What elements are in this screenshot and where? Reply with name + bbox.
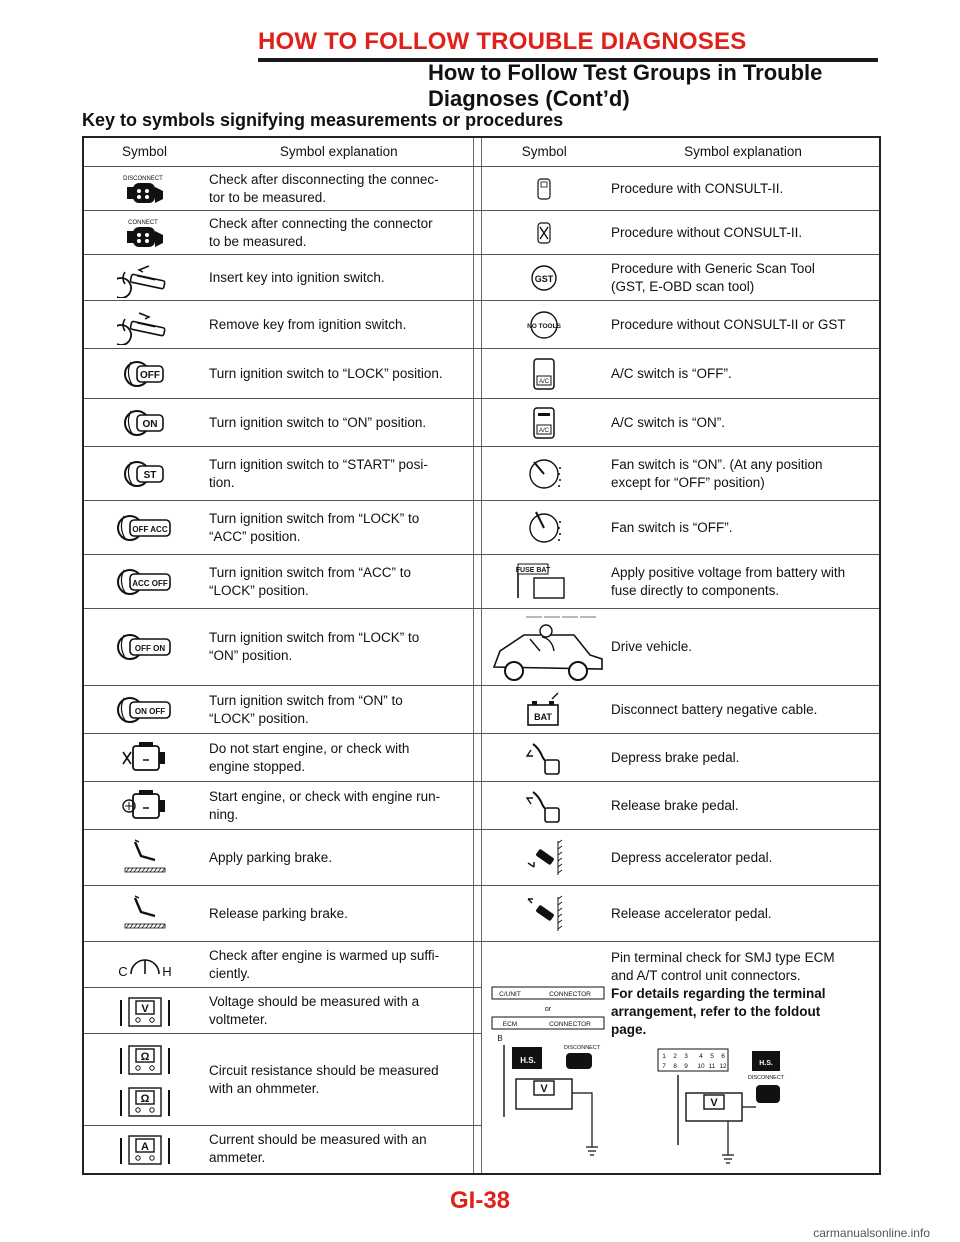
connect-connector-icon <box>123 215 167 251</box>
symbol-cell <box>481 301 607 349</box>
icon-label: NO TOOLS <box>527 322 562 330</box>
icon-label: FUSE BAT <box>516 566 551 574</box>
symbol-cell <box>83 447 205 501</box>
symbol-cell <box>481 447 607 501</box>
icon-label: C/UNIT <box>498 991 521 999</box>
symbol-explanation: Procedure without CONSULT-II or GST <box>611 316 846 332</box>
terminal-arrangement-icon <box>648 1045 838 1165</box>
ignition-on-off-icon <box>116 690 174 730</box>
pin-check-text: Pin terminal check for SMJ type ECM and A/T control unit connectors. <box>611 950 835 984</box>
ohmmeter-icon <box>117 1038 173 1122</box>
column-divider <box>473 1034 481 1126</box>
symbol-cell <box>481 686 607 734</box>
explanation-cell <box>607 886 880 942</box>
explanation-cell <box>607 555 880 609</box>
icon-label: 4 <box>699 1053 703 1061</box>
symbol-explanation: Remove key from ignition switch. <box>209 316 407 332</box>
explanation-cell <box>205 167 473 211</box>
voltmeter-icon <box>117 990 173 1032</box>
column-divider <box>473 942 481 988</box>
table-row <box>83 349 880 399</box>
icon-label: 5 <box>710 1053 714 1061</box>
explanation-cell <box>205 211 473 255</box>
remove-key-icon <box>117 305 173 345</box>
table-title: Key to symbols signifying measurements or procedures <box>82 110 564 130</box>
icon-label: A/C <box>539 427 550 434</box>
release-parking-brake-icon <box>121 894 169 934</box>
icon-label: H <box>161 963 172 979</box>
icon-label: BAT <box>534 711 553 722</box>
table-row <box>83 301 880 349</box>
page-title-line-1: How to Follow Test Groups in Trouble <box>428 60 823 85</box>
icon-label: CONNECT <box>127 219 158 226</box>
symbol-explanation: Current should be measured with an ammeter. <box>209 1132 427 1166</box>
symbol-explanation: Procedure without CONSULT-II. <box>611 224 803 240</box>
explanation-cell <box>205 886 473 942</box>
gst-icon <box>529 263 559 293</box>
ignition-on-icon <box>123 403 167 443</box>
explanation-cell <box>607 609 880 686</box>
icon-label: H.S. <box>519 1056 536 1066</box>
column-divider <box>473 988 481 1034</box>
ignition-off-on-icon <box>116 627 174 667</box>
column-divider <box>473 609 481 686</box>
table-row <box>83 167 880 211</box>
column-divider <box>473 886 481 942</box>
explanation-cell <box>607 399 880 447</box>
symbol-explanation: Check after disconnecting the connec- tor to be measured. <box>209 171 439 205</box>
table-row <box>83 886 880 942</box>
symbol-cell <box>83 942 205 988</box>
symbol-cell <box>83 255 205 301</box>
explanation-cell <box>205 447 473 501</box>
icon-label: 12 <box>719 1063 727 1071</box>
icon-label: V <box>710 1097 718 1110</box>
symbol-cell <box>481 399 607 447</box>
explanation-cell <box>607 255 880 301</box>
icon-label: ST <box>143 469 156 481</box>
symbol-cell <box>481 782 607 830</box>
release-accelerator-icon <box>522 893 566 935</box>
icon-label: 11 <box>708 1063 716 1071</box>
icon-label: V <box>140 1002 149 1015</box>
symbol-cell <box>83 1034 205 1126</box>
pin-check-note: For details regarding the terminal arrangement, refer to the foldout page. <box>611 986 826 1038</box>
consult-ii-icon <box>533 176 555 202</box>
symbol-cell <box>481 886 607 942</box>
ignition-off-icon <box>123 354 167 394</box>
symbol-cell <box>481 349 607 399</box>
table-row <box>83 447 880 501</box>
table-row <box>83 399 880 447</box>
icon-label: Ω <box>140 1050 149 1063</box>
column-divider <box>473 167 481 211</box>
ignition-acc-off-icon <box>116 562 174 602</box>
disconnect-connector-icon <box>123 171 167 207</box>
icon-label: 9 <box>684 1063 688 1071</box>
symbol-explanation: Do not start engine, or check with engine stopped. <box>209 740 410 774</box>
explanation-cell <box>205 399 473 447</box>
icon-label: B <box>496 1034 503 1044</box>
symbol-cell <box>481 255 607 301</box>
depress-brake-icon <box>523 738 565 778</box>
symbol-explanation: Apply positive voltage from battery with fuse directly to components. <box>611 564 846 598</box>
temp-gauge-icon <box>115 948 175 982</box>
icon-label: 1 <box>662 1053 666 1061</box>
icon-label: or <box>544 1006 551 1014</box>
table-row <box>83 686 880 734</box>
symbol-explanation: Procedure with CONSULT-II. <box>611 180 784 196</box>
symbol-explanation: Release accelerator pedal. <box>611 905 772 921</box>
ammeter-icon <box>117 1128 173 1170</box>
icon-label: 2 <box>673 1053 677 1061</box>
symbol-explanation: Insert key into ignition switch. <box>209 269 385 285</box>
icon-label: A/C <box>539 378 550 385</box>
symbol-cell <box>481 501 607 555</box>
symbol-explanation: Fan switch is “ON”. (At any position except for “OFF” position) <box>611 456 823 490</box>
column-divider <box>473 734 481 782</box>
column-divider <box>473 555 481 609</box>
symbol-explanation: A/C switch is “OFF”. <box>611 365 732 381</box>
explanation-cell <box>205 349 473 399</box>
symbol-cell <box>83 501 205 555</box>
table-row <box>83 501 880 555</box>
symbol-cell <box>83 399 205 447</box>
symbol-explanation: Check after engine is warmed up suffi- ciently. <box>209 947 440 981</box>
explanation-cell <box>205 686 473 734</box>
ignition-start-icon <box>123 454 167 494</box>
symbol-explanation: Fan switch is “OFF”. <box>611 519 733 535</box>
explanation-cell <box>607 686 880 734</box>
engine-stopped-icon <box>121 738 169 778</box>
symbol-cell <box>481 734 607 782</box>
symbol-explanation: Release brake pedal. <box>611 797 739 813</box>
icon-label: H.S. <box>759 1060 773 1068</box>
column-header: Symbol explanation <box>607 137 880 167</box>
no-consult-ii-icon <box>533 220 555 246</box>
icon-label: OFF ON <box>134 644 165 653</box>
column-divider <box>473 399 481 447</box>
symbol-cell <box>481 211 607 255</box>
explanation-cell <box>205 988 473 1034</box>
column-divider <box>473 301 481 349</box>
symbol-explanation: Apply parking brake. <box>209 849 333 865</box>
icon-label: 3 <box>684 1053 688 1061</box>
no-tools-icon <box>527 310 561 340</box>
symbol-explanation: Release parking brake. <box>209 905 348 921</box>
symbol-explanation: A/C switch is “ON”. <box>611 414 726 430</box>
table-row <box>83 211 880 255</box>
symbol-explanation: Turn ignition switch to “LOCK” position. <box>209 365 443 381</box>
ac-switch-off-icon <box>530 356 558 392</box>
column-divider <box>473 686 481 734</box>
symbol-explanation: Voltage should be measured with a voltmeter. <box>209 993 420 1027</box>
section-header: HOW TO FOLLOW TROUBLE DIAGNOSES <box>258 28 747 55</box>
table-row <box>83 782 880 830</box>
battery-disconnect-icon <box>522 691 566 729</box>
icon-label: A <box>140 1141 149 1154</box>
table-row <box>83 942 880 988</box>
symbols-table <box>82 136 881 1175</box>
explanation-cell <box>607 830 880 886</box>
column-header: Symbol <box>83 137 205 167</box>
symbol-cell <box>481 609 607 686</box>
column-divider <box>473 830 481 886</box>
explanation-cell <box>205 555 473 609</box>
icon-label: OFF <box>139 369 160 381</box>
watermark: carmanualsonline.info <box>813 1226 930 1240</box>
icon-label: C <box>117 963 128 979</box>
icon-label: 7 <box>662 1063 666 1071</box>
icon-label: ON OFF <box>134 706 165 716</box>
column-divider <box>473 447 481 501</box>
symbol-cell <box>481 830 607 886</box>
symbol-explanation: Drive vehicle. <box>611 639 693 654</box>
explanation-cell <box>607 942 880 1174</box>
icon-label: OFF ACC <box>131 524 168 534</box>
icon-label: CONNECTOR <box>548 991 591 999</box>
icon-label: V <box>539 1083 548 1096</box>
explanation-cell <box>205 501 473 555</box>
column-divider <box>473 501 481 555</box>
symbol-cell <box>83 988 205 1034</box>
column-divider <box>473 1126 481 1174</box>
explanation-cell <box>205 942 473 988</box>
explanation-cell <box>205 1034 473 1126</box>
symbol-cell <box>481 167 607 211</box>
symbol-cell <box>83 686 205 734</box>
table-header-row <box>83 137 880 167</box>
icon-label: Ω <box>140 1092 149 1105</box>
symbol-explanation: Turn ignition switch from “ON” to “LOCK” position. <box>209 692 403 726</box>
ac-switch-on-icon <box>530 405 558 441</box>
icon-label: 10 <box>697 1063 705 1071</box>
symbol-cell <box>481 555 607 609</box>
engine-running-icon <box>121 786 169 826</box>
symbol-explanation: Turn ignition switch from “LOCK” to “ACC” position. <box>209 510 420 544</box>
explanation-cell <box>607 167 880 211</box>
explanation-cell <box>205 301 473 349</box>
symbol-cell <box>83 886 205 942</box>
symbol-explanation: Turn ignition switch to “START” posi- tion. <box>209 456 428 490</box>
icon-label: 8 <box>673 1063 677 1071</box>
symbol-cell <box>83 609 205 686</box>
fuse-battery-icon <box>514 562 574 602</box>
table-row <box>83 255 880 301</box>
icon-label: DISCONNECT <box>747 1075 785 1082</box>
symbol-cell <box>83 301 205 349</box>
column-header: Symbol <box>481 137 607 167</box>
explanation-cell <box>607 447 880 501</box>
column-divider <box>473 211 481 255</box>
apply-parking-brake-icon <box>121 838 169 878</box>
symbol-cell <box>83 211 205 255</box>
symbol-explanation: Depress brake pedal. <box>611 749 740 765</box>
symbol-cell <box>83 349 205 399</box>
icon-label: 6 <box>721 1053 725 1061</box>
fan-switch-on-icon <box>522 452 566 496</box>
table-row <box>83 734 880 782</box>
symbol-cell <box>83 782 205 830</box>
icon-label: ACC OFF <box>131 578 168 588</box>
symbol-explanation: Turn ignition switch from “LOCK” to “ON” position. <box>209 630 420 663</box>
explanation-cell <box>205 782 473 830</box>
icon-label: GST <box>534 273 554 284</box>
icon-label: ECM <box>502 1021 517 1029</box>
explanation-cell <box>607 501 880 555</box>
explanation-cell <box>205 609 473 686</box>
symbol-cell <box>83 830 205 886</box>
fan-switch-off-icon <box>522 506 566 550</box>
symbol-cell <box>83 555 205 609</box>
drive-vehicle-icon <box>486 609 606 685</box>
explanation-cell <box>205 255 473 301</box>
icon-label: DISCONNECT <box>122 175 163 182</box>
terminal-diagram <box>611 1045 875 1165</box>
table-row <box>83 609 880 686</box>
explanation-cell <box>607 349 880 399</box>
pin-check-diagram-icon <box>486 957 606 1157</box>
ignition-off-acc-icon <box>116 508 174 548</box>
explanation-cell <box>607 734 880 782</box>
explanation-cell <box>607 301 880 349</box>
explanation-cell <box>607 211 880 255</box>
symbol-explanation: Disconnect battery negative cable. <box>611 701 818 717</box>
depress-accelerator-icon <box>522 837 566 879</box>
explanation-cell <box>205 734 473 782</box>
symbol-explanation: Depress accelerator pedal. <box>611 849 773 865</box>
symbol-explanation: Check after connecting the connector to be measured. <box>209 215 433 249</box>
symbol-explanation: Turn ignition switch to “ON” position. <box>209 414 427 430</box>
explanation-cell <box>205 1126 473 1174</box>
release-brake-icon <box>523 786 565 826</box>
symbol-explanation: Circuit resistance should be measured with an ohmmeter. <box>209 1062 439 1096</box>
column-divider <box>473 255 481 301</box>
table-row <box>83 830 880 886</box>
symbol-cell <box>481 942 607 1174</box>
symbol-cell <box>83 167 205 211</box>
symbol-cell <box>83 1126 205 1174</box>
explanation-cell <box>205 830 473 886</box>
insert-key-icon <box>117 258 173 298</box>
page-title-line-2: Diagnoses (Cont’d) <box>428 86 630 111</box>
page-title <box>428 60 822 112</box>
icon-label: ON <box>142 418 157 430</box>
symbol-explanation: Start engine, or check with engine run- ning. <box>209 788 441 822</box>
icon-label: DISCONNECT <box>563 1045 600 1052</box>
column-divider <box>473 782 481 830</box>
column-divider <box>473 349 481 399</box>
table-row <box>83 555 880 609</box>
page-number: GI-38 <box>449 1187 511 1214</box>
symbol-explanation: Turn ignition switch from “ACC” to “LOCK” position. <box>209 564 412 598</box>
icon-label: CONNECTOR <box>548 1021 591 1029</box>
symbol-cell <box>83 734 205 782</box>
column-header: Symbol explanation <box>205 137 473 167</box>
explanation-cell <box>607 782 880 830</box>
symbol-explanation: Procedure with Generic Scan Tool (GST, E-OBD scan tool) <box>611 260 815 294</box>
